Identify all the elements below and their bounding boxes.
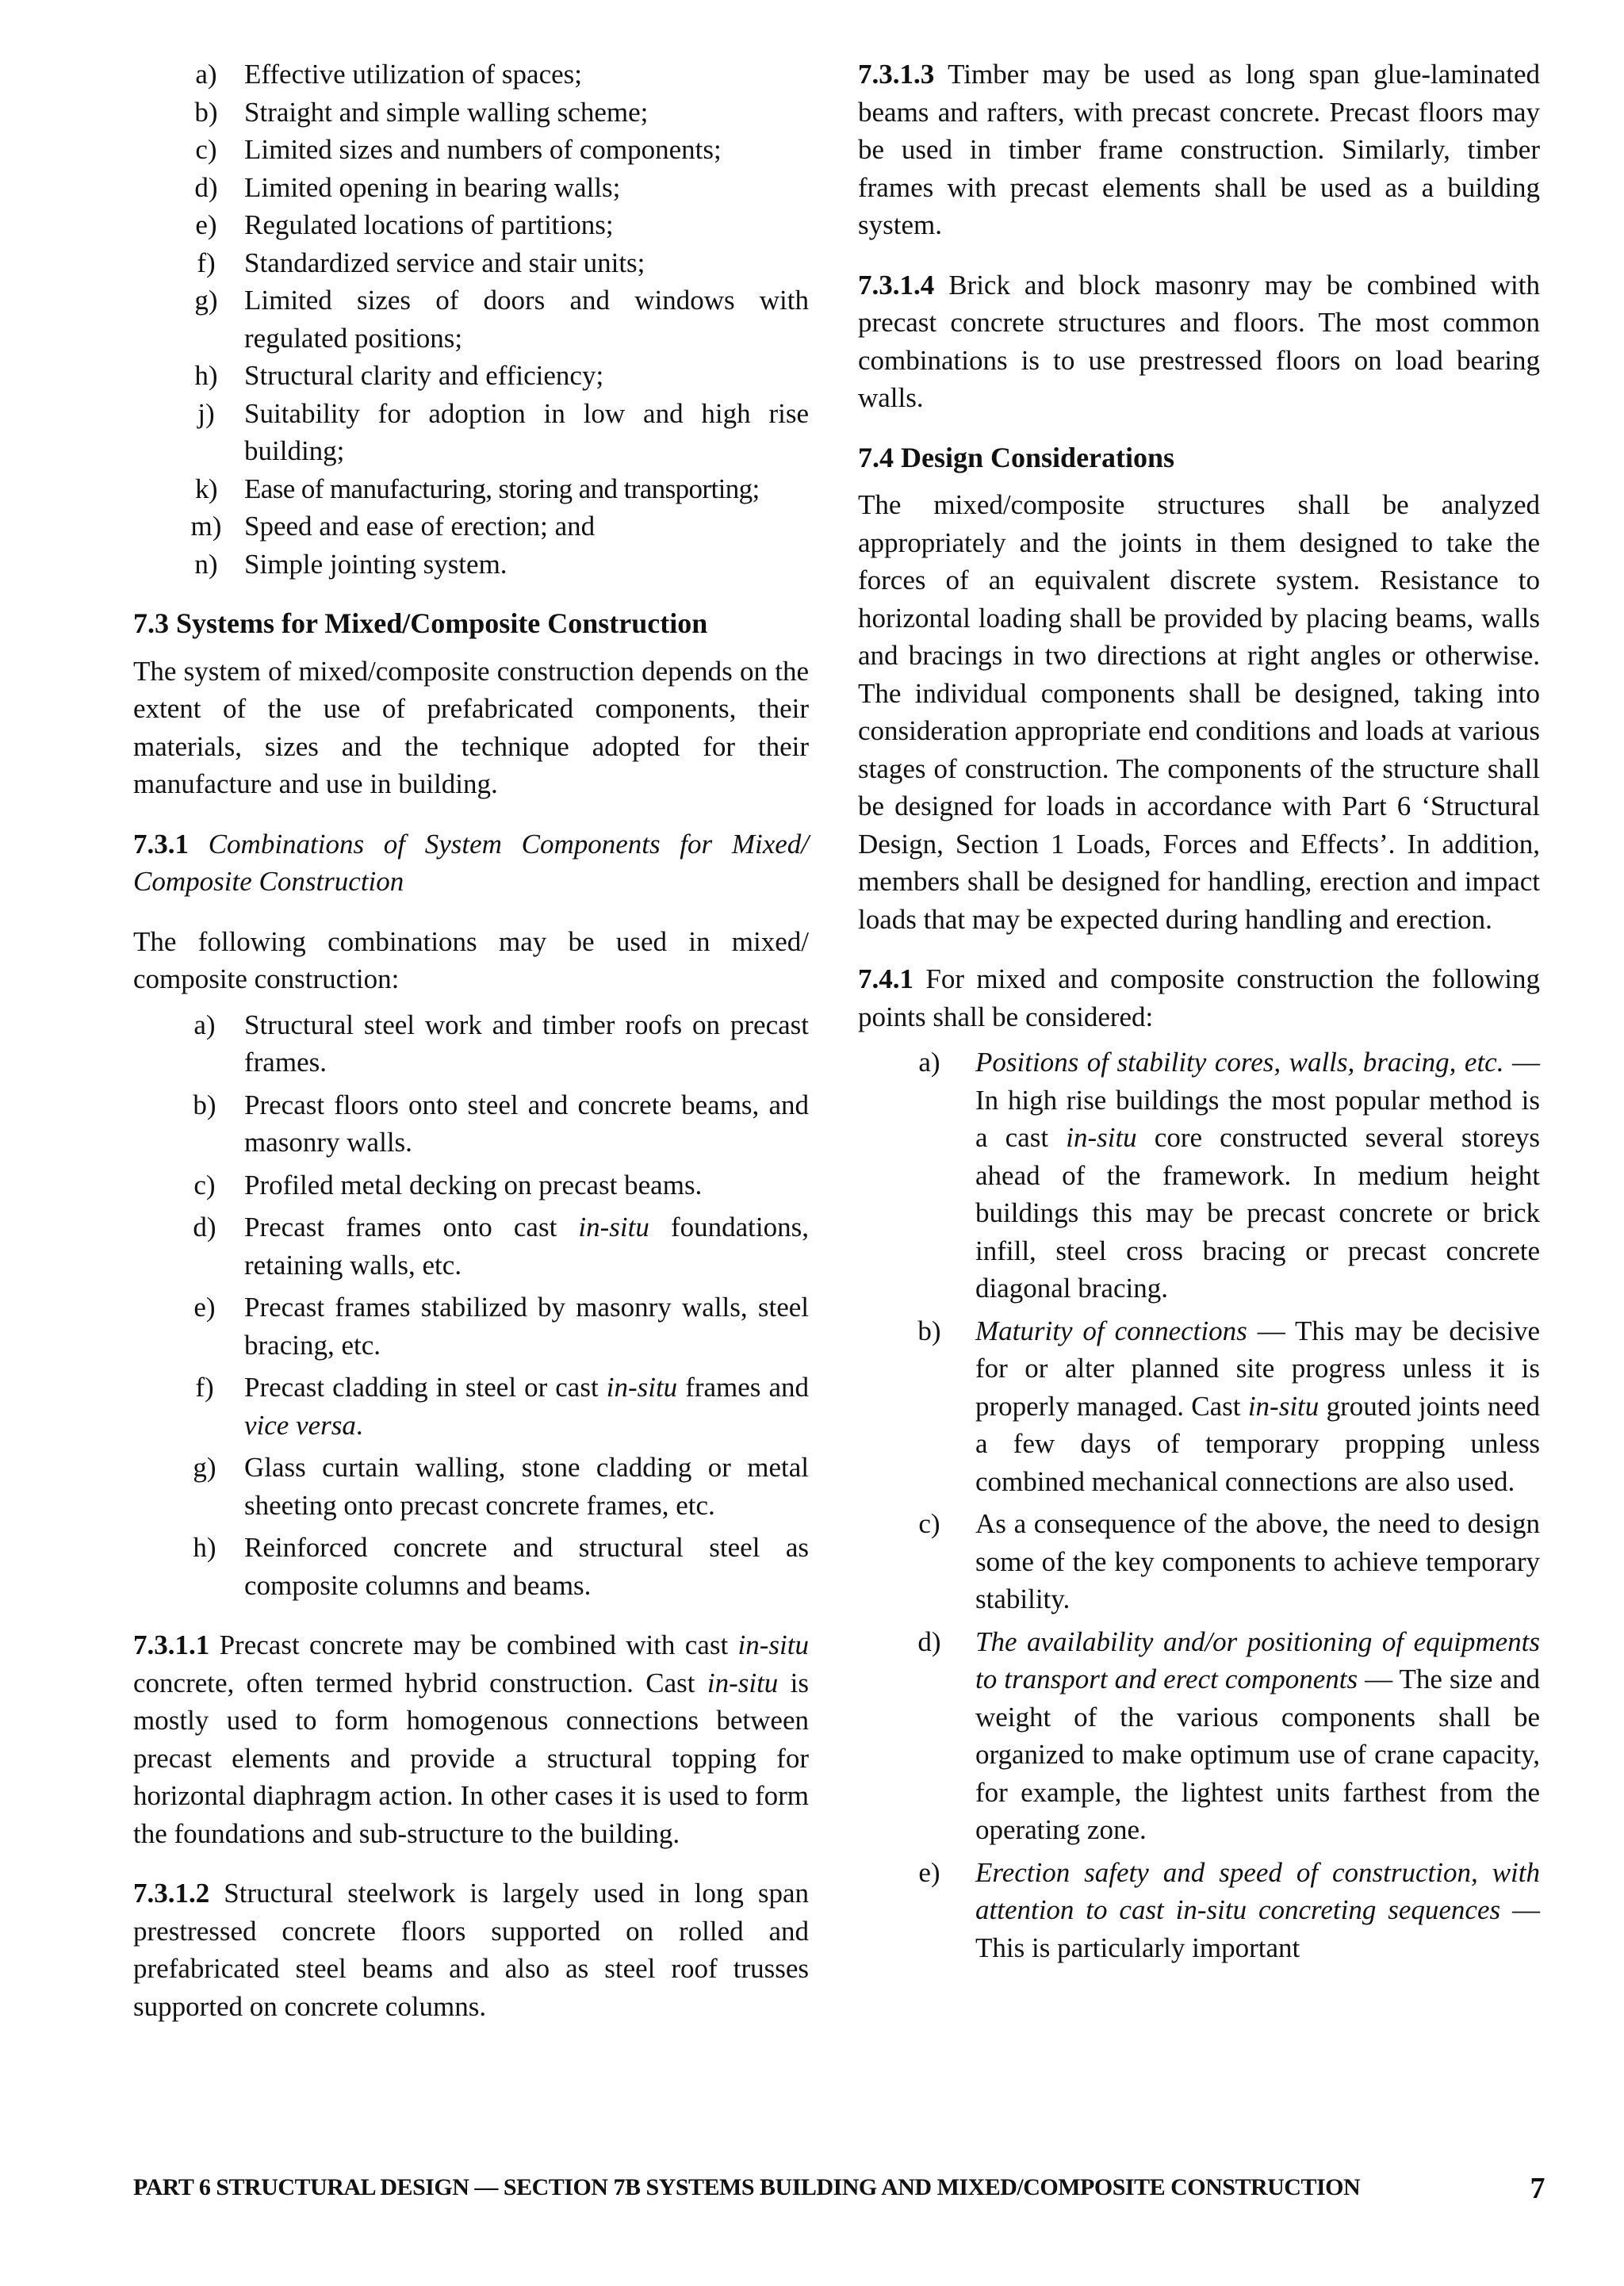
paragraph-7-3-1-intro: The following combinations may be used in mixed/ composite construction:	[133, 925, 809, 994]
paragraph-7-4: The mixed/composite structures shall be analyzed appropriately and the joints in them designed to take the forces of an equivalent discrete system. Resistance to horizontal loading shall be provided by placing beams, walls and bracings in two directions at right angles or otherwise. The individual components shall be designed, taking into consideration appropriate end conditions and loads at various stages of construction. The components of the structure shall be designed for loads in accordance with Part 6 ‘Structural Design, Section 1 Loads, Forces and Effects’. In addition, members shall be designed for handling, erection and impact loads that may be expected during handling and erection.	[858, 489, 1540, 935]
list-item: k) Ease of manufacturing, storing and transporting;	[195, 473, 760, 504]
list-item: a) Structural steel work and timber roofs on precast frames.	[193, 1009, 809, 1078]
paragraph-7-4-1: 7.4.1 For mixed and composite construction the following points shall be considered:	[858, 963, 1540, 1032]
paragraph-7-3-1-3: 7.3.1.3 Timber may be used as long span glue-laminated beams and rafters, with precast concrete. Precast floors may be used in timber frame construction. Similarly, timber frames with precast elements shall be used as a building system.	[858, 59, 1541, 240]
subsection-heading-7-3-1: 7.3.1 Combinations of System Components for Mixed/ Composite Construction	[133, 828, 809, 897]
paragraph-7-3-1-1: 7.3.1.1 Precast concrete may be combined with cast in-situ concrete, often termed hybrid construction. Cast in-situ is mostly used to form homogenous connections between precast elements and provide a structural topping for horizontal diaphragm action. In other cases it is used to form the foundations and sub-structure to the building.	[133, 1629, 810, 1849]
left-column	[133, 56, 809, 2025]
list-item: m) Speed and ease of erection; and	[190, 511, 596, 542]
paragraph-7-3-1-4: 7.3.1.4 Brick and block masonry may be combined with precast concrete structures and floors. The most common combinations is to use prestressed floors on load bearing walls.	[858, 269, 1540, 413]
page-number: 7	[1530, 2172, 1545, 2205]
footer-running-title: PART 6 STRUCTURAL DESIGN — SECTION 7B SYSTEMS BUILDING AND MIXED/COMPOSITE CONSTRUCTION	[133, 2174, 1361, 2200]
list-item: e) Regulated locations of partitions;	[195, 209, 614, 240]
list-item: c) As a consequence of the above, the need to design some of the key components to achieve temporary stability.	[918, 1508, 1540, 1614]
list-item: d) The availability and/or positioning of equipments to transport and erect components — The size and weight of the various components shall be organized to make optimum use of crane capacity, for example, the lightest units farthest from the operating zone.	[917, 1625, 1541, 1845]
list-item: b) Precast floors onto steel and concrete beams, and masonry walls.	[193, 1089, 809, 1158]
list-item: j) Suitability for adoption in low and high rise building;	[197, 397, 809, 466]
list-item: c) Profiled metal decking on precast beams.	[193, 1169, 703, 1200]
list-item: a) Effective utilization of spaces;	[195, 59, 582, 90]
list-item: f) Precast cladding in steel or cast in-situ frames and vice versa.	[195, 1372, 809, 1441]
list-item: f) Standardized service and stair units;	[197, 247, 645, 278]
principles-list	[133, 56, 809, 583]
list-item: e) Precast frames stabilized by masonry walls, steel bracing, etc.	[193, 1292, 809, 1361]
list-item: e) Erection safety and speed of construction, with attention to cast in-situ concreting sequences — This is particularly important	[918, 1856, 1540, 1963]
right-column	[858, 56, 1540, 1966]
section-heading-7-4: 7.4 Design Considerations	[858, 441, 1175, 473]
page-footer	[133, 2172, 1545, 2205]
list-item: h) Structural clarity and efficiency;	[194, 360, 604, 391]
section-heading-7-3: 7.3 Systems for Mixed/Composite Construction	[133, 607, 708, 639]
combinations-list	[133, 1006, 809, 1605]
list-item: g) Glass curtain walling, stone cladding or metal sheeting onto precast concrete frames, etc.	[193, 1452, 809, 1521]
list-item: b) Maturity of connections — This may be decisive for or alter planned site progress unless it is properly managed. Cast in-situ grouted joints need a few days of temporary propping unless combined mechanical connections are also used.	[917, 1315, 1541, 1497]
list-item: n) Simple jointing system.	[194, 548, 508, 580]
list-item: h) Reinforced concrete and structural steel as composite columns and beams.	[193, 1532, 809, 1601]
paragraph-7-3-1-2: 7.3.1.2 Structural steelwork is largely used in long span prestressed concrete floors supported on rolled and prefabricated steel beams and also as steel roof trusses supported on concrete columns.	[133, 1878, 810, 2022]
list-item: g) Limited sizes of doors and windows with regulated positions;	[194, 285, 809, 354]
considerations-list	[858, 1043, 1540, 1966]
list-item: d) Limited opening in bearing walls;	[194, 171, 621, 203]
paragraph-7-3: The system of mixed/composite construction depends on the extent of the use of prefabricated components, their materials, sizes and the technique adopted for their manufacture and use in building.	[133, 655, 809, 799]
list-item: c) Limited sizes and numbers of components;	[195, 134, 722, 165]
list-item: b) Straight and simple walling scheme;	[194, 96, 649, 128]
list-item: a) Positions of stability cores, walls, bracing, etc. — In high rise buildings the most popular method is a cast in-situ core constructed several storeys ahead of the framework. In medium height buildings this may be precast concrete or brick infill, steel cross bracing or precast concrete diagonal bracing.	[918, 1047, 1541, 1304]
list-item: d) Precast frames onto cast in-situ foundations, retaining walls, etc.	[193, 1212, 810, 1281]
